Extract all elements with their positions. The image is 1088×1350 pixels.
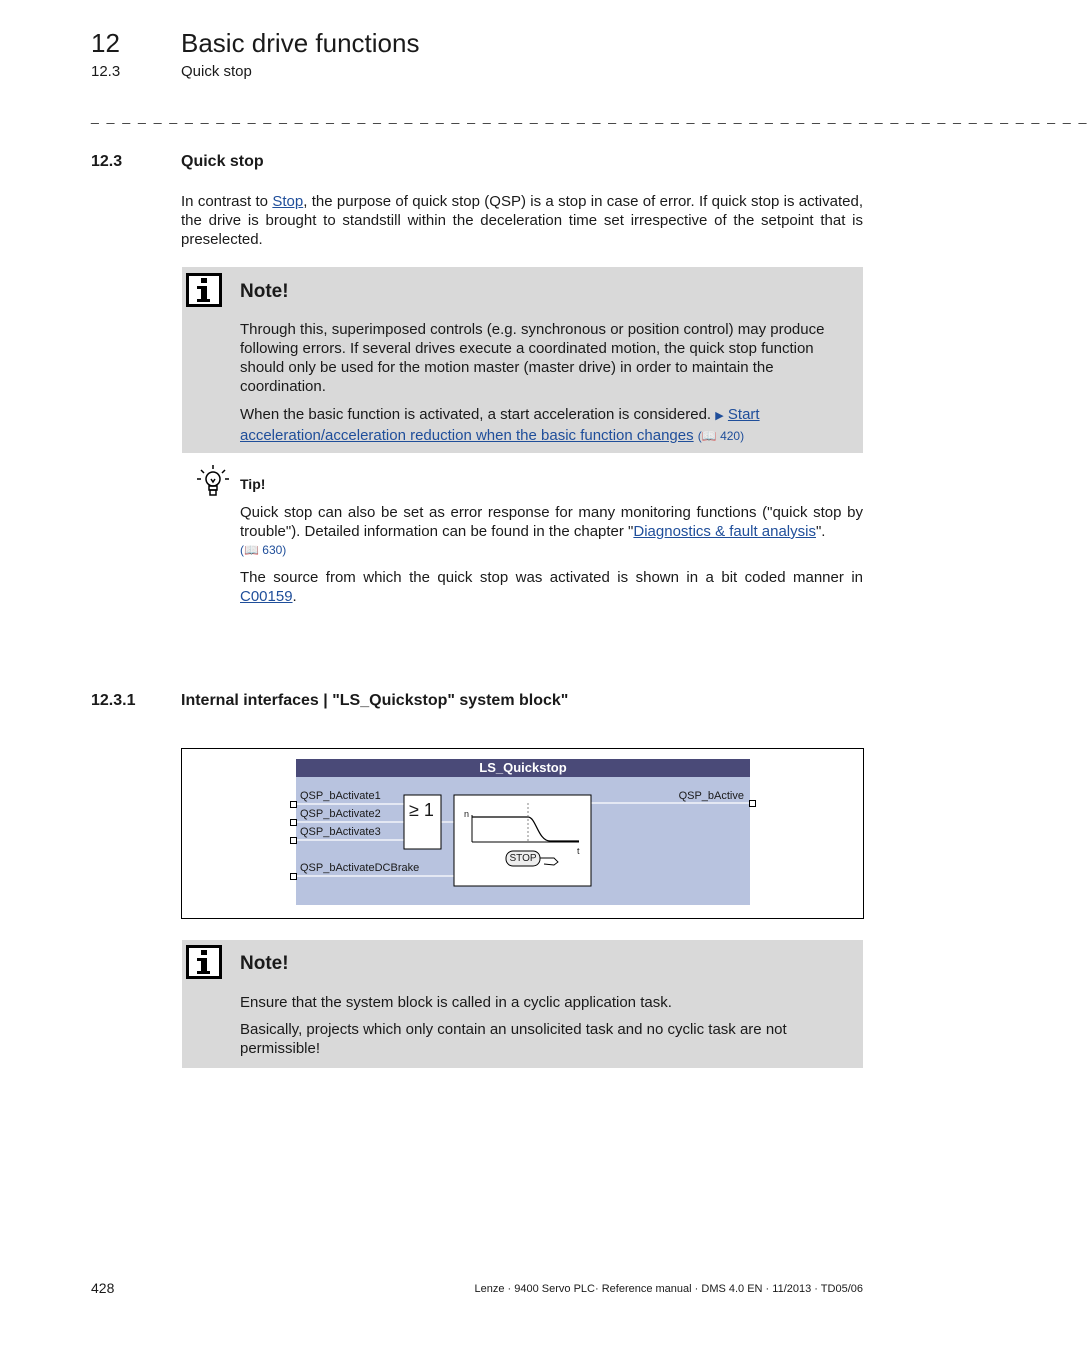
- note-1-paragraph-2: [240, 405, 848, 446]
- info-icon: [186, 945, 222, 984]
- arrow-right-icon: ▶: [715, 410, 724, 422]
- note-2-paragraph-2: Basically, projects which only contain an unsolicited task and no cyclic task are not permissible!: [240, 1021, 787, 1057]
- page-ref-420[interactable]: (📖 420): [697, 429, 745, 443]
- input-label-4: QSP_bActivateDCBrake: [300, 862, 420, 874]
- input-label-2: QSP_bActivate2: [300, 808, 381, 820]
- or-gate-label: ≥ 1: [409, 800, 434, 820]
- section-title: Quick stop: [181, 153, 264, 170]
- note-box-1: [182, 267, 863, 453]
- tip-paragraph-2: [240, 568, 863, 606]
- tip-2-text-post: .: [292, 588, 297, 605]
- c00159-link[interactable]: C00159: [240, 588, 293, 605]
- intro-text-pre: In contrast to: [181, 193, 273, 210]
- input-connector-2: [290, 819, 297, 826]
- input-label-3: QSP_bActivate3: [300, 826, 381, 838]
- page-ref-630[interactable]: (📖 630): [240, 543, 287, 557]
- subsection-title: Internal interfaces | "LS_Quickstop" system block": [181, 692, 569, 709]
- document-info: Lenze · 9400 Servo PLC· Reference manual · DMS 4.0 EN · 11/2013 · TD05/06: [474, 1283, 863, 1295]
- tip-title: Tip!: [240, 476, 266, 492]
- note-2-paragraph-1: Ensure that the system block is called in a cyclic application task.: [240, 994, 672, 1011]
- page-number: 428: [91, 1280, 115, 1296]
- header-section-number: 12.3: [91, 63, 121, 80]
- input-connector-1: [290, 801, 297, 808]
- chapter-number: 12: [91, 28, 120, 58]
- input-label-1: QSP_bActivate1: [300, 790, 381, 802]
- note-1-paragraph-1: Through this, superimposed controls (e.g. synchronous or position control) may produce following errors. If several drives execute a coordinated motion, the quick stop function should only be used for the motion master (master drive) in order to maintain the coordination.: [240, 321, 825, 395]
- axis-n-label: n: [464, 809, 470, 819]
- tip-text-post: ".: [815, 523, 826, 540]
- note-box-2: [182, 940, 863, 1068]
- section-number: 12.3: [91, 153, 123, 170]
- block-title: LS_Quickstop: [479, 760, 567, 775]
- info-icon: [186, 273, 222, 312]
- ls-quickstop-diagram: [296, 759, 750, 905]
- output-connector: [749, 800, 756, 807]
- note-2-title: Note!: [240, 953, 289, 974]
- intro-text-post: , the purpose of quick stop (QSP) is a stop in case of error. If quick stop is activated, the drive is brought to standstill within the deceleration time set irrespective of the setpoint that is preselected.: [181, 193, 863, 248]
- start-acceleration-link[interactable]: Start acceleration/acceleration reduction when the basic function changes: [240, 406, 760, 444]
- stop-link[interactable]: Stop: [272, 193, 304, 210]
- tip-text-pre: Quick stop can also be set as error response for many monitoring functions ("quick stop by trouble"). Detailed information can be found in the chapter ": [240, 504, 863, 540]
- intro-paragraph: [181, 192, 863, 249]
- input-connector-4: [290, 873, 297, 880]
- note-1-text: When the basic function is activated, a start acceleration is considered.: [240, 406, 712, 423]
- tip-2-text-pre: The source from which the quick stop was activated is shown in a bit coded manner in: [240, 569, 863, 586]
- header-section-title: Quick stop: [181, 63, 252, 80]
- stop-button-label: STOP: [509, 853, 537, 864]
- output-label: QSP_bActive: [678, 790, 744, 802]
- tip-paragraph-1: [240, 503, 863, 541]
- header-separator: _ _ _ _ _ _ _ _ _ _ _ _ _ _ _ _ _ _ _ _ _ _ _ _ _ _ _ _ _ _ _ _ _ _ _ _ _ _ _ _ _ _ _ _ _ _ _ _ _ _ _ _ _ _ _ _ _ _ _ _ _ _ _ _: [91, 108, 1088, 124]
- input-connector-3: [290, 837, 297, 844]
- subsection-number: 12.3.1: [91, 692, 136, 709]
- chapter-title: Basic drive functions: [181, 28, 420, 58]
- note-1-title: Note!: [240, 281, 289, 302]
- axis-t-label: t: [577, 846, 580, 856]
- diagnostics-link[interactable]: Diagnostics & fault analysis: [633, 523, 816, 540]
- lightbulb-icon: [196, 464, 230, 503]
